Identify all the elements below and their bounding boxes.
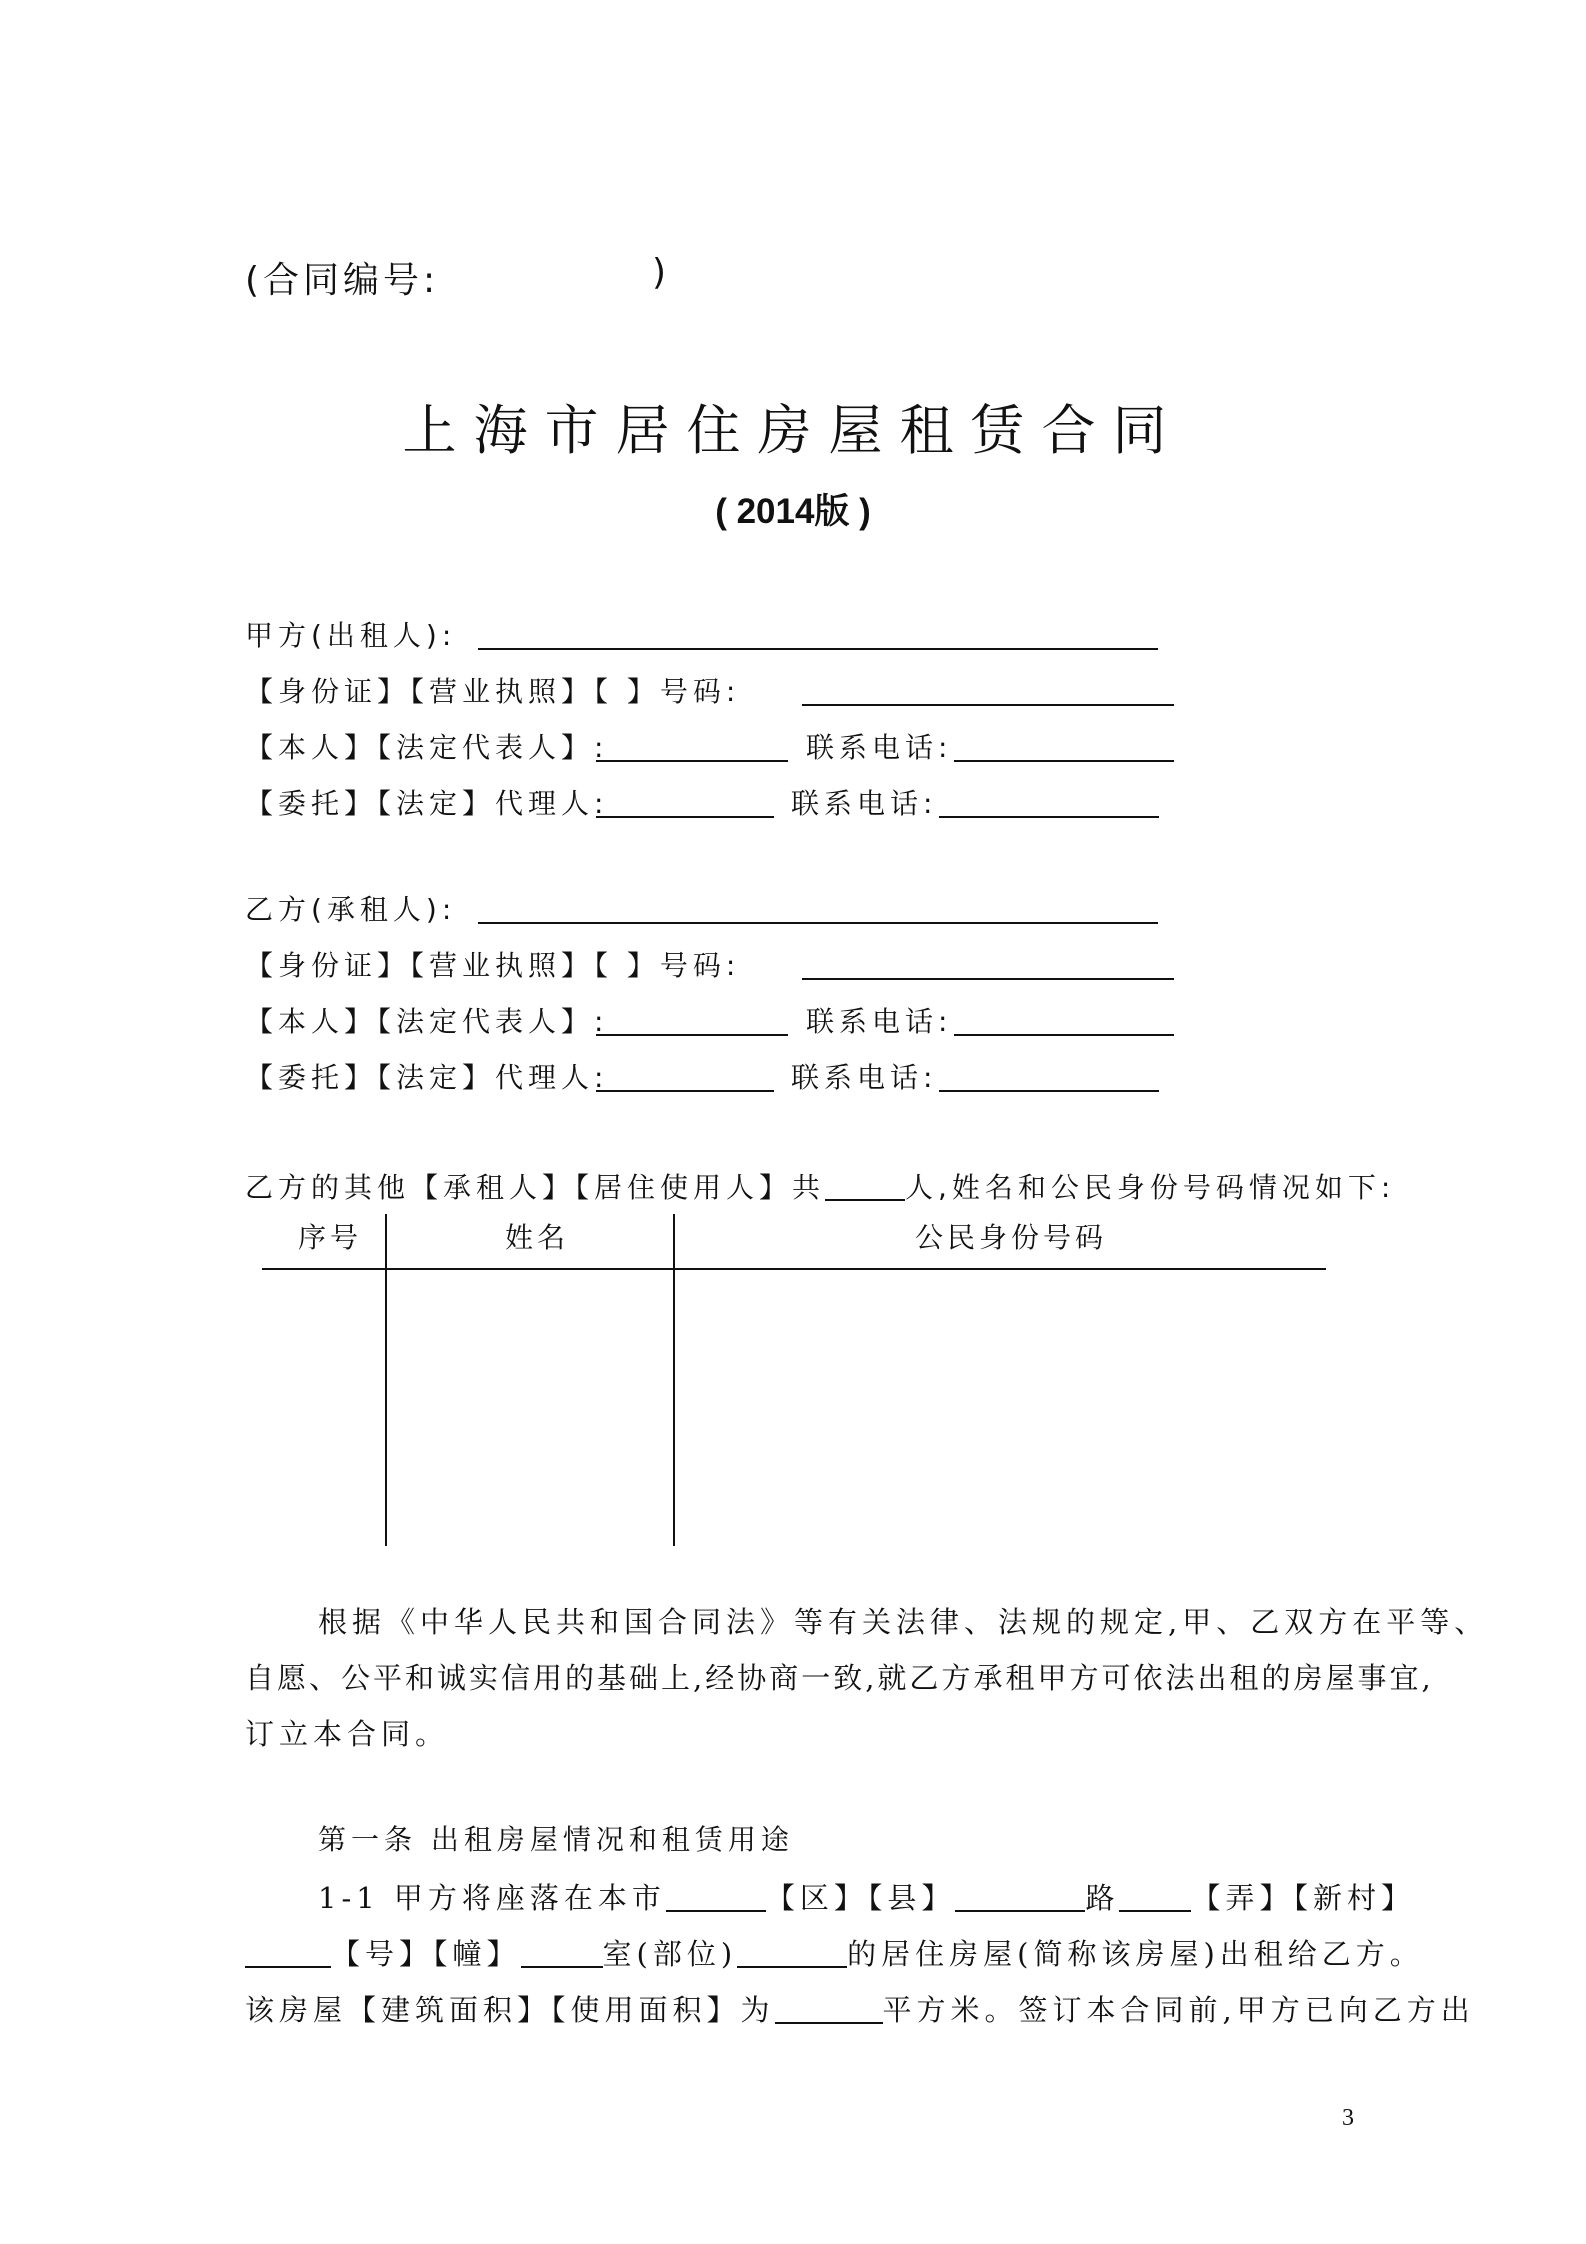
party-b-phone-field[interactable] bbox=[954, 1034, 1174, 1036]
party-b-name-field[interactable] bbox=[478, 922, 1158, 924]
room-field[interactable] bbox=[737, 1937, 847, 1968]
party-a-agent-phone-field[interactable] bbox=[939, 816, 1159, 818]
article-1-line-1: 1-1 甲方将座落在本市 【区】【县】 路 【弄】【新村】 bbox=[318, 1881, 1415, 1915]
page-number: 3 bbox=[1342, 2105, 1354, 2131]
party-a-rep-field[interactable] bbox=[596, 760, 788, 762]
district-field[interactable] bbox=[666, 1881, 766, 1912]
occupant-count-field[interactable] bbox=[825, 1171, 905, 1201]
party-a-label: 甲方(出租人): bbox=[245, 619, 457, 652]
document-title: 上海市居住房屋租赁合同 bbox=[402, 399, 1184, 462]
party-a-agent-phone-label: 联系电话: bbox=[791, 787, 938, 820]
lane-field[interactable] bbox=[1119, 1881, 1191, 1912]
party-b-agent-field[interactable] bbox=[596, 1090, 774, 1092]
party-b-phone-label: 联系电话: bbox=[806, 1005, 953, 1038]
table-cell-id-number[interactable] bbox=[676, 1272, 1326, 1544]
party-a-phone-label: 联系电话: bbox=[806, 731, 953, 764]
party-b-agent-label: 【委托】【法定】代理人: bbox=[245, 1061, 609, 1094]
party-a-id-field[interactable] bbox=[802, 704, 1174, 706]
table-header-rule bbox=[262, 1268, 1326, 1270]
party-b-label: 乙方(承租人): bbox=[245, 893, 457, 926]
article-1-heading: 第一条 出租房屋情况和租赁用途 bbox=[318, 1823, 794, 1856]
party-b-id-label: 【身份证】【营业执照】【 】号码: bbox=[245, 949, 741, 982]
area-field[interactable] bbox=[775, 1993, 883, 2024]
party-b-agent-phone-label: 联系电话: bbox=[791, 1061, 938, 1094]
table-column-divider bbox=[673, 1214, 675, 1546]
column-header-id-number: 公民身份号码 bbox=[915, 1221, 1108, 1254]
party-a-id-label: 【身份证】【营业执照】【 】号码: bbox=[245, 675, 741, 708]
document-edition: ( 2014版 ) bbox=[715, 492, 871, 531]
article-1-line-3: 该房屋【建筑面积】【使用面积】为 平方米。签订本合同前,甲方已向乙方出 bbox=[245, 1993, 1475, 2027]
preamble-line-1: 根据《中华人民共和国合同法》等有关法律、法规的规定,甲、乙双方在平等、 bbox=[318, 1605, 1489, 1639]
road-field[interactable] bbox=[955, 1881, 1085, 1912]
table-cell-name[interactable] bbox=[388, 1272, 672, 1544]
party-a-name-field[interactable] bbox=[478, 648, 1158, 650]
building-field[interactable] bbox=[521, 1937, 603, 1968]
column-header-index: 序号 bbox=[298, 1221, 363, 1254]
contract-number-close: ) bbox=[652, 252, 667, 293]
table-cell-index[interactable] bbox=[262, 1272, 384, 1544]
other-occupants-intro: 乙方的其他【承租人】【居住使用人】共 人,姓名和公民身份号码情况如下: bbox=[245, 1171, 1396, 1204]
party-a-phone-field[interactable] bbox=[954, 760, 1174, 762]
article-1-line-2: 【号】【幢】 室(部位) 的居住房屋(简称该房屋)出租给乙方。 bbox=[245, 1932, 1424, 1973]
party-a-agent-label: 【委托】【法定】代理人: bbox=[245, 787, 609, 820]
column-header-name: 姓名 bbox=[505, 1221, 570, 1254]
contract-number-label: (合同编号: bbox=[245, 260, 440, 301]
party-a-agent-field[interactable] bbox=[596, 816, 774, 818]
party-b-agent-phone-field[interactable] bbox=[939, 1090, 1159, 1092]
party-b-rep-field[interactable] bbox=[596, 1034, 788, 1036]
party-b-rep-label: 【本人】【法定代表人】: bbox=[245, 1005, 609, 1038]
party-b-id-field[interactable] bbox=[802, 978, 1174, 980]
number-field[interactable] bbox=[245, 1937, 331, 1968]
preamble-line-3: 订立本合同。 bbox=[245, 1717, 450, 1751]
party-a-rep-label: 【本人】【法定代表人】: bbox=[245, 731, 609, 764]
preamble-line-2: 自愿、公平和诚实信用的基础上,经协商一致,就乙方承租甲方可依法出租的房屋事宜, bbox=[245, 1661, 1434, 1695]
table-column-divider bbox=[385, 1214, 387, 1546]
